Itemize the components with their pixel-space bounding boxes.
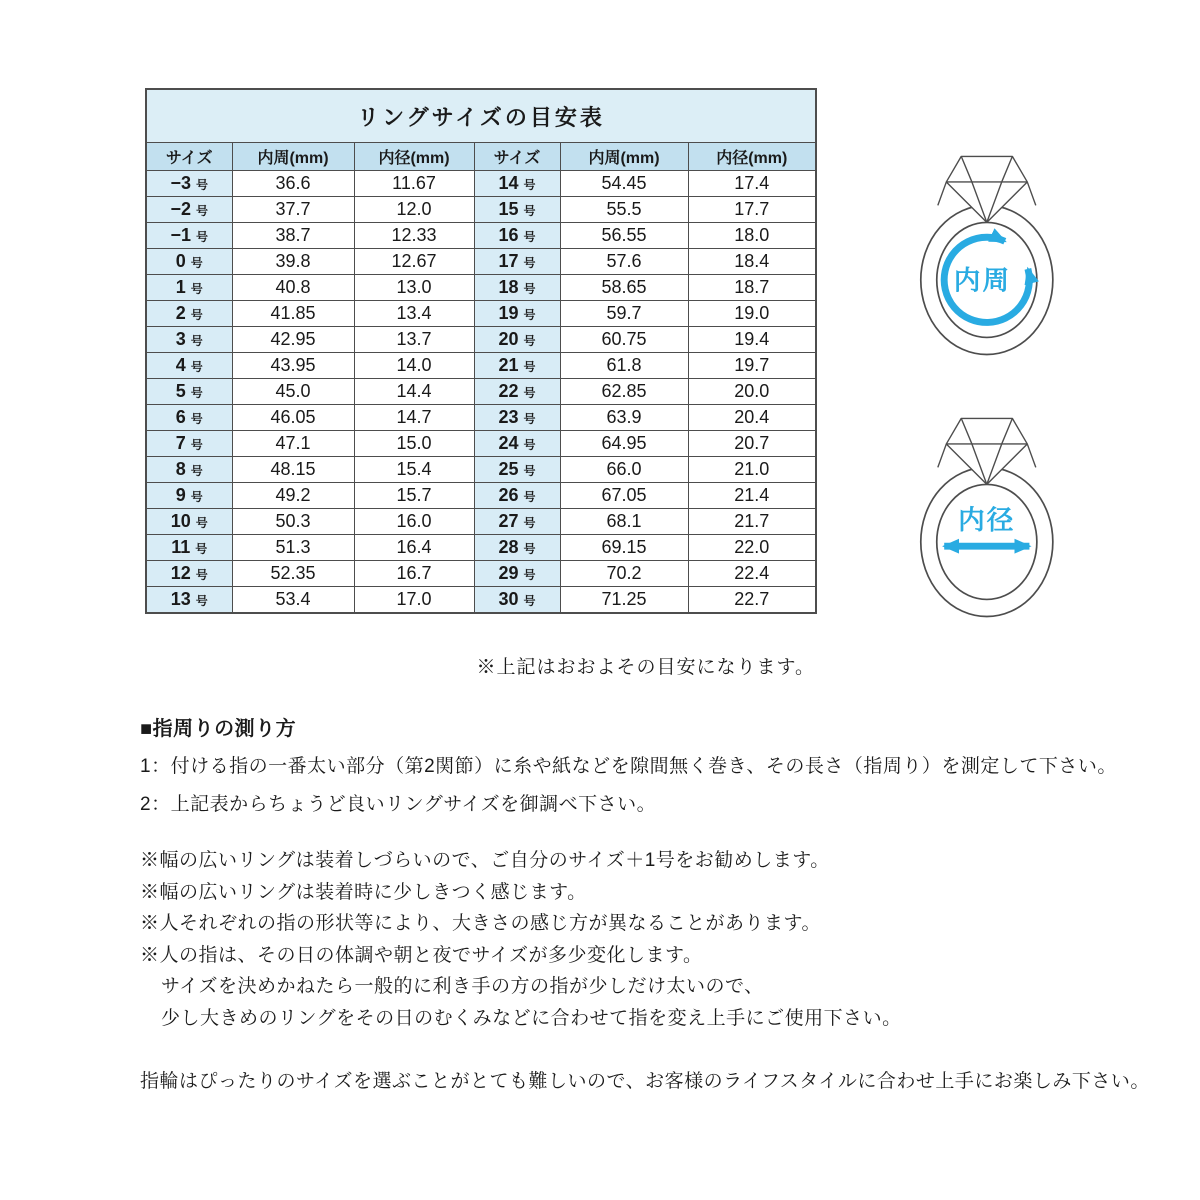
value-cell: 46.05 [232, 405, 354, 431]
value-cell: 54.45 [560, 171, 688, 197]
value-cell: 47.1 [232, 431, 354, 457]
value-cell: 15.4 [354, 457, 474, 483]
size-cell: −1 号 [146, 223, 232, 249]
value-cell: 13.0 [354, 275, 474, 301]
size-cell: 22 号 [474, 379, 560, 405]
table-row [146, 535, 816, 561]
value-cell: 52.35 [232, 561, 354, 587]
value-cell: 13.4 [354, 301, 474, 327]
value-cell: 22.0 [688, 535, 816, 561]
table-row [146, 197, 816, 223]
size-suffix: 号 [523, 412, 536, 426]
size-suffix: 号 [195, 516, 208, 530]
size-cell: 25 号 [474, 457, 560, 483]
size-cell: 1 号 [146, 275, 232, 301]
column-header: 内周(mm) [560, 143, 688, 171]
size-suffix: 号 [523, 178, 536, 192]
size-cell: 5 号 [146, 379, 232, 405]
value-cell: 42.95 [232, 327, 354, 353]
ring-illustration [921, 418, 1053, 616]
value-cell: 15.7 [354, 483, 474, 509]
size-suffix: 号 [196, 178, 209, 192]
value-cell: 14.4 [354, 379, 474, 405]
size-cell: 15 号 [474, 197, 560, 223]
how-to-measure-heading: ■指周りの測り方 [140, 718, 297, 740]
size-suffix: 号 [190, 438, 203, 452]
value-cell: 14.0 [354, 353, 474, 379]
note-line: ※人の指は、その日の体調や朝と夜でサイズが多少変化します。 [140, 944, 703, 966]
size-cell: 20 号 [474, 327, 560, 353]
size-cell: 13 号 [146, 587, 232, 614]
closing-remark: 指輪はぴったりのサイズを選ぶことがとても難しいので、お客様のライフスタイルに合わせ上手にお楽しみ下さい。 [140, 1071, 1150, 1092]
size-suffix: 号 [196, 204, 209, 218]
size-suffix: 号 [523, 282, 536, 296]
value-cell: 39.8 [232, 249, 354, 275]
table-row [146, 249, 816, 275]
size-cell: 28 号 [474, 535, 560, 561]
value-cell: 60.75 [560, 327, 688, 353]
size-cell: 21 号 [474, 353, 560, 379]
value-cell: 17.0 [354, 587, 474, 614]
value-cell: 45.0 [232, 379, 354, 405]
value-cell: 51.3 [232, 535, 354, 561]
size-suffix: 号 [523, 516, 536, 530]
value-cell: 12.0 [354, 197, 474, 223]
value-cell: 12.33 [354, 223, 474, 249]
value-cell: 43.95 [232, 353, 354, 379]
column-header: サイズ [146, 143, 232, 171]
diamond-icon [938, 418, 1036, 484]
value-cell: 19.4 [688, 327, 816, 353]
size-suffix: 号 [190, 334, 203, 348]
size-cell: 24 号 [474, 431, 560, 457]
value-cell: 71.25 [560, 587, 688, 614]
value-cell: 22.4 [688, 561, 816, 587]
value-cell: 20.7 [688, 431, 816, 457]
value-cell: 49.2 [232, 483, 354, 509]
value-cell: 56.55 [560, 223, 688, 249]
size-cell: 0 号 [146, 249, 232, 275]
value-cell: 40.8 [232, 275, 354, 301]
size-suffix: 号 [190, 256, 203, 270]
value-cell: 16.4 [354, 535, 474, 561]
size-cell: 17 号 [474, 249, 560, 275]
value-cell: 38.7 [232, 223, 354, 249]
value-cell: 22.7 [688, 587, 816, 614]
size-cell: 27 号 [474, 509, 560, 535]
size-cell: 8 号 [146, 457, 232, 483]
note-line: ※幅の広いリングは装着時に少しきつく感じます。 [140, 881, 587, 903]
size-suffix: 号 [190, 308, 203, 322]
table-row [146, 457, 816, 483]
size-cell: 30 号 [474, 587, 560, 614]
ring-inner-circumference-diagram [910, 150, 1070, 363]
table-row [146, 327, 816, 353]
size-suffix: 号 [523, 360, 536, 374]
size-suffix: 号 [523, 594, 536, 608]
value-cell: 61.8 [560, 353, 688, 379]
size-suffix: 号 [195, 542, 208, 556]
value-cell: 55.5 [560, 197, 688, 223]
size-suffix: 号 [190, 412, 203, 426]
value-cell: 11.67 [354, 171, 474, 197]
table-row [146, 561, 816, 587]
size-suffix: 号 [523, 464, 536, 478]
inner-circumference-label: 内周 [953, 265, 1012, 296]
value-cell: 21.4 [688, 483, 816, 509]
value-cell: 17.7 [688, 197, 816, 223]
value-cell: 21.0 [688, 457, 816, 483]
table-footnote: ※上記はおおよその目安になります。 [476, 657, 815, 678]
table-row [146, 587, 816, 614]
table-row [146, 275, 816, 301]
value-cell: 19.0 [688, 301, 816, 327]
value-cell: 48.15 [232, 457, 354, 483]
table-row [146, 353, 816, 379]
value-cell: 12.67 [354, 249, 474, 275]
table-row [146, 509, 816, 535]
size-cell: 16 号 [474, 223, 560, 249]
value-cell: 36.6 [232, 171, 354, 197]
value-cell: 13.7 [354, 327, 474, 353]
size-suffix: 号 [523, 308, 536, 322]
size-cell: 23 号 [474, 405, 560, 431]
size-suffix: 号 [523, 568, 536, 582]
table-row [146, 431, 816, 457]
size-cell: 9 号 [146, 483, 232, 509]
value-cell: 67.05 [560, 483, 688, 509]
note-line: ※人それぞれの指の形状等により、大きさの感じ方が異なることがあります。 [140, 913, 821, 934]
table-row [146, 483, 816, 509]
note-line: サイズを決めかねたら一般的に利き手の方の指が少しだけ太いので、 [161, 976, 764, 997]
size-cell: 18 号 [474, 275, 560, 301]
size-suffix: 号 [523, 334, 536, 348]
note-line: ※幅の広いリングは装着しづらいので、ご自分のサイズ＋1号をお勧めします。 [140, 850, 830, 871]
size-cell: 14 号 [474, 171, 560, 197]
value-cell: 16.0 [354, 509, 474, 535]
size-suffix: 号 [523, 204, 536, 218]
size-suffix: 号 [523, 542, 536, 556]
value-cell: 53.4 [232, 587, 354, 614]
table-row [146, 379, 816, 405]
measure-step-1: 1：付ける指の一番太い部分（第2関節）に糸や紙などを隙間無く巻き、その長さ（指周り）を測定して下さい。 [140, 756, 1117, 777]
value-cell: 20.0 [688, 379, 816, 405]
inner-diameter-label: 内径 [958, 505, 1016, 536]
value-cell: 18.4 [688, 249, 816, 275]
size-suffix: 号 [523, 230, 536, 244]
value-cell: 68.1 [560, 509, 688, 535]
size-cell: 10 号 [146, 509, 232, 535]
value-cell: 64.95 [560, 431, 688, 457]
size-suffix: 号 [523, 438, 536, 452]
size-cell: 11 号 [146, 535, 232, 561]
value-cell: 50.3 [232, 509, 354, 535]
value-cell: 41.85 [232, 301, 354, 327]
table-row [146, 301, 816, 327]
table-row [146, 405, 816, 431]
size-cell: 2 号 [146, 301, 232, 327]
column-header: 内周(mm) [232, 143, 354, 171]
ring-size-table [145, 88, 817, 614]
size-cell: 12 号 [146, 561, 232, 587]
size-suffix: 号 [190, 282, 203, 296]
table-title: リングサイズの目安表 [146, 89, 816, 143]
column-header: サイズ [474, 143, 560, 171]
value-cell: 19.7 [688, 353, 816, 379]
size-suffix: 号 [523, 386, 536, 400]
value-cell: 62.85 [560, 379, 688, 405]
size-suffix: 号 [190, 386, 203, 400]
size-suffix: 号 [196, 230, 209, 244]
size-suffix: 号 [190, 490, 203, 504]
size-suffix: 号 [190, 464, 203, 478]
value-cell: 59.7 [560, 301, 688, 327]
diamond-icon [938, 156, 1036, 222]
table-row [146, 223, 816, 249]
size-cell: 19 号 [474, 301, 560, 327]
column-header: 内径(mm) [688, 143, 816, 171]
value-cell: 16.7 [354, 561, 474, 587]
value-cell: 58.65 [560, 275, 688, 301]
table-title-row [146, 89, 816, 143]
size-cell: 4 号 [146, 353, 232, 379]
value-cell: 69.15 [560, 535, 688, 561]
value-cell: 20.4 [688, 405, 816, 431]
note-line: 少し大きめのリングをその日のむくみなどに合わせて指を変え上手にご使用下さい。 [161, 1007, 902, 1029]
value-cell: 17.4 [688, 171, 816, 197]
table-row [146, 171, 816, 197]
value-cell: 15.0 [354, 431, 474, 457]
value-cell: 70.2 [560, 561, 688, 587]
measure-step-2: 2：上記表からちょうど良いリングサイズを御調べ下さい。 [140, 794, 657, 815]
size-suffix: 号 [190, 360, 203, 374]
size-cell: 7 号 [146, 431, 232, 457]
size-suffix: 号 [195, 594, 208, 608]
value-cell: 37.7 [232, 197, 354, 223]
size-suffix: 号 [523, 256, 536, 270]
column-header: 内径(mm) [354, 143, 474, 171]
size-cell: 3 号 [146, 327, 232, 353]
value-cell: 18.0 [688, 223, 816, 249]
size-cell: 29 号 [474, 561, 560, 587]
value-cell: 66.0 [560, 457, 688, 483]
table-header-row [146, 143, 816, 171]
caution-notes [140, 845, 902, 1034]
ring-size-table-grid [145, 88, 817, 614]
size-suffix: 号 [195, 568, 208, 582]
size-suffix: 号 [523, 490, 536, 504]
value-cell: 63.9 [560, 405, 688, 431]
ring-illustration [921, 156, 1053, 354]
value-cell: 14.7 [354, 405, 474, 431]
size-cell: −2 号 [146, 197, 232, 223]
value-cell: 21.7 [688, 509, 816, 535]
ring-inner-diameter-diagram [910, 412, 1070, 625]
size-cell: 6 号 [146, 405, 232, 431]
size-cell: 26 号 [474, 483, 560, 509]
size-cell: −3 号 [146, 171, 232, 197]
value-cell: 57.6 [560, 249, 688, 275]
value-cell: 18.7 [688, 275, 816, 301]
